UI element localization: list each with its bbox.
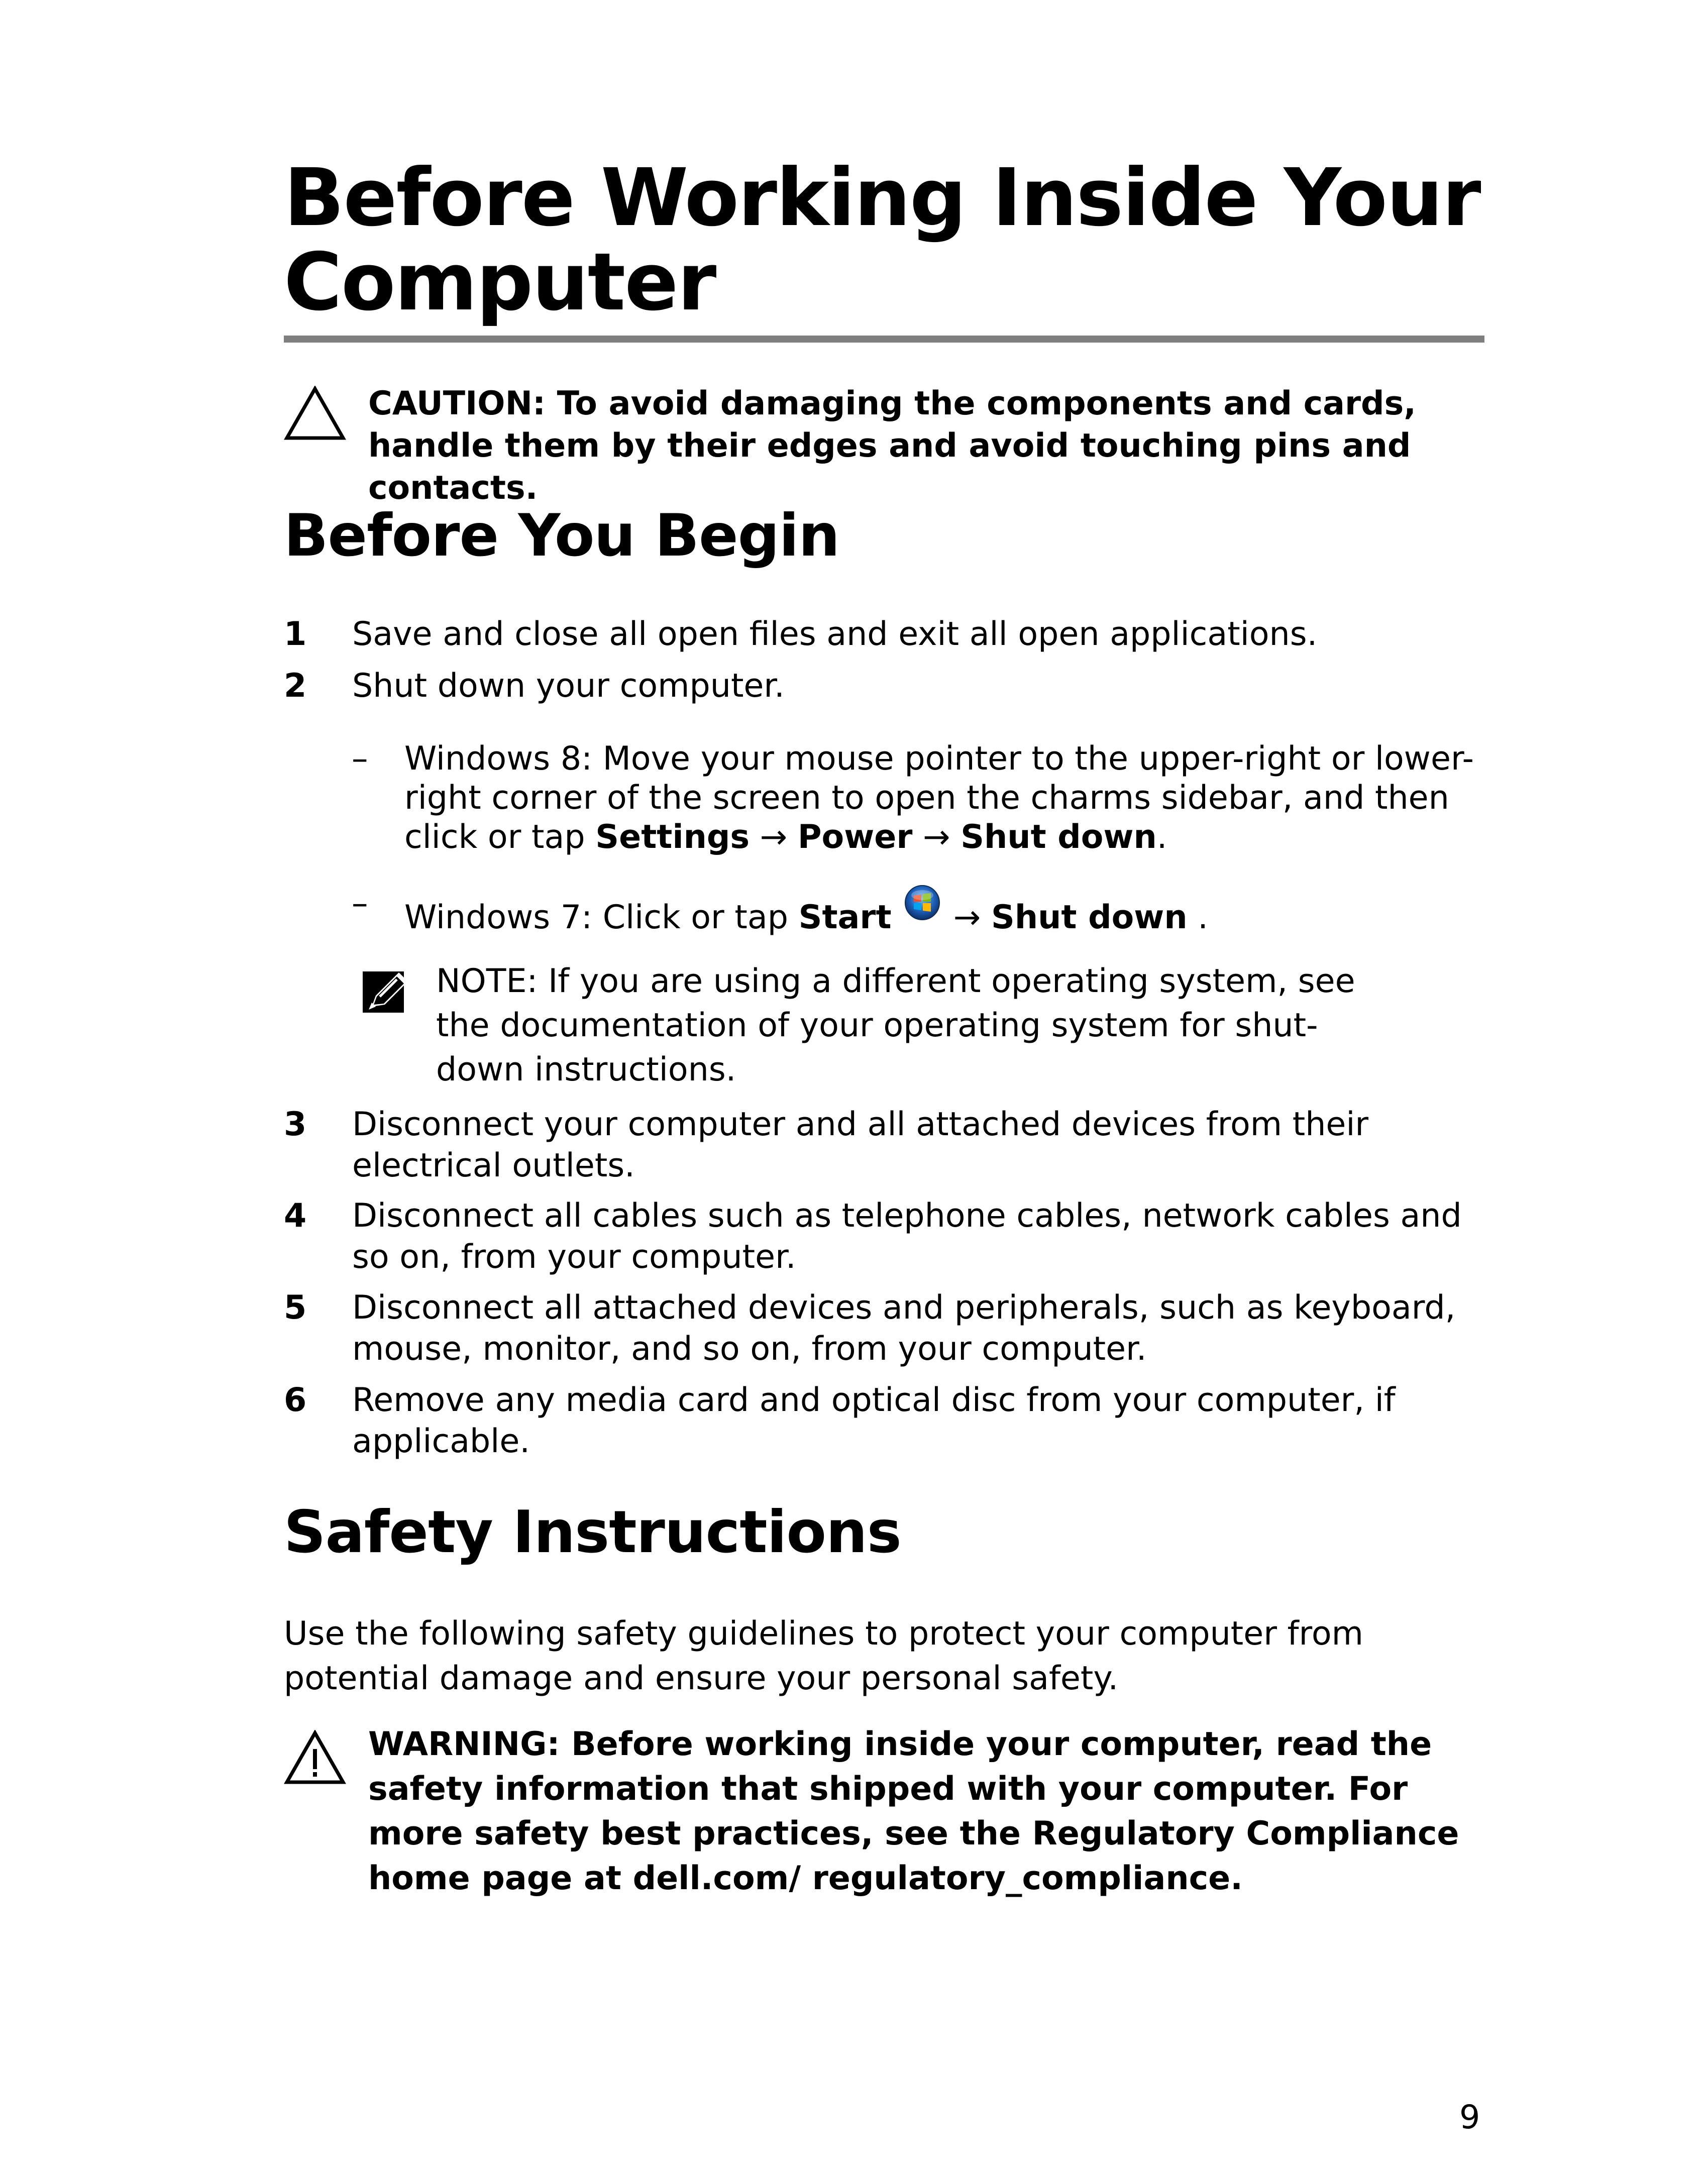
step-number: 1 bbox=[284, 615, 307, 653]
step-number: 3 bbox=[284, 1106, 307, 1143]
substep-text bbox=[404, 739, 1479, 857]
step-number: 6 bbox=[284, 1381, 307, 1419]
title-rule bbox=[284, 336, 1484, 343]
page-title: Before Working Inside Your Computer bbox=[284, 152, 1480, 329]
section-heading-safety-instructions: Safety Instructions bbox=[284, 1498, 901, 1566]
step-number: 4 bbox=[284, 1197, 307, 1235]
bullet-dash: – bbox=[352, 885, 368, 922]
period: . bbox=[1156, 818, 1167, 856]
step-number: 5 bbox=[284, 1289, 307, 1327]
note-label: NOTE: bbox=[436, 962, 538, 1000]
shut-down-label: Shut down bbox=[960, 818, 1157, 856]
period: . bbox=[1187, 899, 1208, 936]
warning-notice bbox=[284, 1722, 1484, 1903]
section-heading-before-you-begin: Before You Begin bbox=[284, 502, 839, 570]
step-text: Disconnect all attached devices and peripherals, such as keyboard, mouse, monitor, and so on, from your computer. bbox=[352, 1289, 1456, 1368]
caution-text: CAUTION: To avoid damaging the components and cards, handle them by their edges and avoid touching pins and contacts. bbox=[368, 385, 1416, 507]
caution-notice bbox=[284, 383, 1484, 507]
step-text: Save and close all open files and exit all open applications. bbox=[352, 615, 1318, 653]
note-callout bbox=[362, 959, 1487, 1100]
step-text: Disconnect all cables such as telephone cables, network cables and so on, from your computer. bbox=[352, 1197, 1462, 1276]
arrow: → bbox=[912, 818, 961, 856]
step-text: Disconnect your computer and all attached devices from their electrical outlets. bbox=[352, 1106, 1369, 1184]
step-text: Remove any media card and optical disc from your computer, if applicable. bbox=[352, 1381, 1396, 1460]
bullet-dash: – bbox=[352, 740, 368, 778]
win8-instruction: Windows 8: Move your mouse pointer to the upper-right or lower-right corner of the screen to open the charms sidebar, and then click or tap bbox=[404, 740, 1474, 856]
caution-triangle-icon bbox=[284, 386, 346, 442]
settings-label: Settings bbox=[595, 818, 750, 856]
windows-start-icon bbox=[904, 884, 941, 921]
step-text: Shut down your computer. bbox=[352, 667, 785, 705]
page-number: 9 bbox=[1459, 2099, 1480, 2136]
arrow: → bbox=[750, 818, 798, 856]
safety-intro: Use the following safety guidelines to protect your computer from potential damage and ensure your personal safety. bbox=[284, 1615, 1363, 1697]
warning-triangle-icon bbox=[284, 1730, 346, 1786]
substep-text bbox=[404, 884, 1479, 937]
win7-instruction: Windows 7: Click or tap bbox=[404, 899, 799, 936]
warning-text: WARNING: Before working inside your computer, read the safety information that shipped with your computer. For more safety best practices, see the Regulatory Compliance home page at dell.com/ regulatory_compliance. bbox=[368, 1725, 1459, 1897]
note-text bbox=[436, 959, 1391, 1092]
note-pencil-icon bbox=[362, 967, 409, 1015]
step-number: 2 bbox=[284, 667, 307, 705]
power-label: Power bbox=[797, 818, 913, 856]
arrow: → bbox=[943, 899, 992, 936]
note-body: If you are using a different operating system, see the documentation of your operating system for shut-down instructions. bbox=[436, 962, 1355, 1088]
start-label: Start bbox=[798, 899, 892, 936]
shut-down-label: Shut down bbox=[991, 899, 1188, 936]
